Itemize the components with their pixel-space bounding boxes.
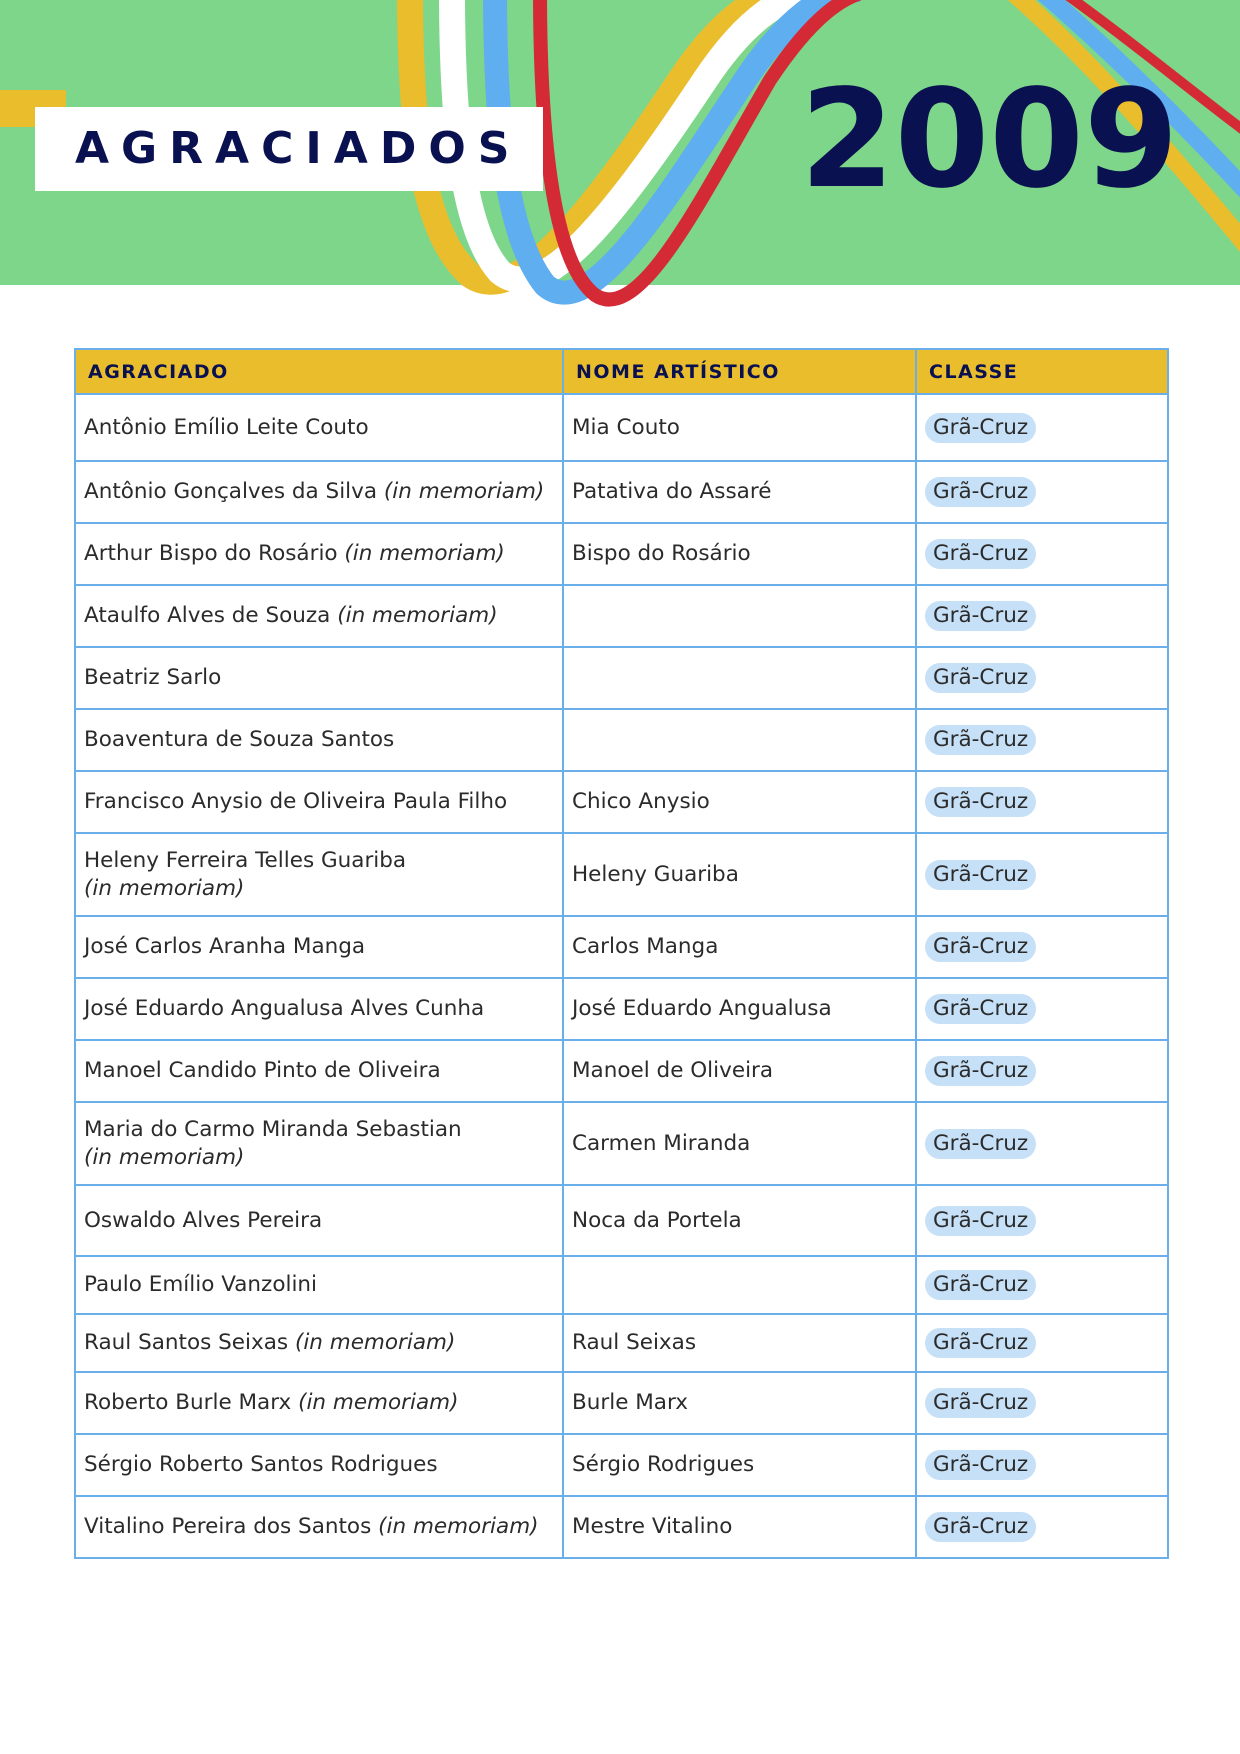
- cell-classe: [916, 647, 1168, 709]
- cell-agraciado: [75, 771, 563, 833]
- cell-agraciado: [75, 1314, 563, 1372]
- cell-classe: [916, 1102, 1168, 1185]
- cell-classe: [916, 771, 1168, 833]
- table-row: [75, 394, 1168, 461]
- class-badge: Grã-Cruz: [925, 1056, 1036, 1086]
- year-label: 2009: [800, 61, 1179, 219]
- cell-classe: [916, 709, 1168, 771]
- class-badge: Grã-Cruz: [925, 1129, 1036, 1159]
- cell-nome-artistico: Mestre Vitalino: [563, 1496, 916, 1558]
- cell-nome-artistico: Bispo do Rosário: [563, 523, 916, 585]
- table-row: [75, 1372, 1168, 1434]
- cell-agraciado: [75, 523, 563, 585]
- cell-agraciado: [75, 1102, 563, 1185]
- cell-classe: [916, 916, 1168, 978]
- cell-agraciado: [75, 1185, 563, 1256]
- honoree-name: Paulo Emílio Vanzolini: [84, 1272, 318, 1297]
- class-badge: Grã-Cruz: [925, 932, 1036, 962]
- class-badge: Grã-Cruz: [925, 539, 1036, 569]
- page-title: AGRACIADOS: [75, 123, 522, 174]
- cell-nome-artistico: Raul Seixas: [563, 1314, 916, 1372]
- table-row: [75, 771, 1168, 833]
- cell-agraciado: [75, 833, 563, 916]
- honoree-name: Antônio Gonçalves da Silva: [84, 479, 384, 504]
- class-badge: Grã-Cruz: [925, 994, 1036, 1024]
- cell-agraciado: [75, 394, 563, 461]
- cell-nome-artistico: Mia Couto: [563, 394, 916, 461]
- honoree-name: Francisco Anysio de Oliveira Paula Filho: [84, 789, 508, 814]
- cell-agraciado: [75, 585, 563, 647]
- cell-agraciado: [75, 916, 563, 978]
- cell-classe: [916, 1496, 1168, 1558]
- class-badge: Grã-Cruz: [925, 1388, 1036, 1418]
- header-banner: [0, 0, 1240, 285]
- cell-agraciado: [75, 1040, 563, 1102]
- table-row: [75, 916, 1168, 978]
- cell-classe: [916, 1372, 1168, 1434]
- table-row: [75, 461, 1168, 523]
- table-row: [75, 1185, 1168, 1256]
- cell-nome-artistico: Burle Marx: [563, 1372, 916, 1434]
- table-row: [75, 709, 1168, 771]
- cell-classe: [916, 1185, 1168, 1256]
- cell-agraciado: [75, 461, 563, 523]
- class-badge: Grã-Cruz: [925, 725, 1036, 755]
- cell-agraciado: [75, 709, 563, 771]
- table-row: [75, 1434, 1168, 1496]
- cell-classe: [916, 1314, 1168, 1372]
- cell-classe: [916, 833, 1168, 916]
- class-badge: Grã-Cruz: [925, 1270, 1036, 1300]
- honoree-name: Raul Santos Seixas: [84, 1330, 295, 1355]
- cell-classe: [916, 1040, 1168, 1102]
- honoree-name: Manoel Candido Pinto de Oliveira: [84, 1058, 441, 1083]
- cell-nome-artistico: Carlos Manga: [563, 916, 916, 978]
- table-row: [75, 1496, 1168, 1558]
- table-row: [75, 833, 1168, 916]
- cell-nome-artistico: Noca da Portela: [563, 1185, 916, 1256]
- class-badge: Grã-Cruz: [925, 477, 1036, 507]
- cell-agraciado: [75, 1372, 563, 1434]
- title-box: [35, 107, 543, 191]
- honoree-name: Sérgio Roberto Santos Rodrigues: [84, 1452, 438, 1477]
- cell-classe: [916, 523, 1168, 585]
- honoree-name: José Carlos Aranha Manga: [84, 934, 366, 959]
- table-header-row: [75, 349, 1168, 394]
- in-memoriam-note: (in memoriam): [378, 1514, 539, 1539]
- cell-nome-artistico: [563, 709, 916, 771]
- cell-nome-artistico: Sérgio Rodrigues: [563, 1434, 916, 1496]
- honoree-name: José Eduardo Angualusa Alves Cunha: [84, 996, 485, 1021]
- cell-classe: [916, 978, 1168, 1040]
- cell-nome-artistico: Heleny Guariba: [563, 833, 916, 916]
- cell-nome-artistico: [563, 1256, 916, 1314]
- class-badge: Grã-Cruz: [925, 663, 1036, 693]
- class-badge: Grã-Cruz: [925, 413, 1036, 443]
- in-memoriam-note: (in memoriam): [84, 875, 245, 901]
- cell-nome-artistico: Chico Anysio: [563, 771, 916, 833]
- honorees-table: [74, 348, 1169, 1559]
- honoree-name: Roberto Burle Marx: [84, 1390, 299, 1415]
- table-row: [75, 1256, 1168, 1314]
- cell-classe: [916, 461, 1168, 523]
- cell-nome-artistico: [563, 647, 916, 709]
- class-badge: Grã-Cruz: [925, 1450, 1036, 1480]
- cell-classe: [916, 1256, 1168, 1314]
- header-classe: CLASSE: [916, 349, 1168, 394]
- table-row: [75, 523, 1168, 585]
- class-badge: Grã-Cruz: [925, 601, 1036, 631]
- in-memoriam-note: (in memoriam): [337, 603, 498, 628]
- class-badge: Grã-Cruz: [925, 787, 1036, 817]
- class-badge: Grã-Cruz: [925, 1206, 1036, 1236]
- honoree-name: Arthur Bispo do Rosário: [84, 541, 345, 566]
- table-row: [75, 585, 1168, 647]
- table-row: [75, 978, 1168, 1040]
- cell-nome-artistico: Carmen Miranda: [563, 1102, 916, 1185]
- table-row: [75, 1040, 1168, 1102]
- cell-agraciado: [75, 978, 563, 1040]
- honoree-name: Ataulfo Alves de Souza: [84, 603, 338, 628]
- class-badge: Grã-Cruz: [925, 1512, 1036, 1542]
- cell-classe: [916, 1434, 1168, 1496]
- cell-agraciado: [75, 1496, 563, 1558]
- table-row: [75, 1314, 1168, 1372]
- honorees-table-wrap: [74, 348, 1167, 1559]
- honoree-name: Boaventura de Souza Santos: [84, 727, 395, 752]
- cell-nome-artistico: Patativa do Assaré: [563, 461, 916, 523]
- in-memoriam-note: (in memoriam): [294, 1330, 456, 1355]
- class-badge: Grã-Cruz: [925, 1328, 1036, 1358]
- header-agraciado: AGRACIADO: [75, 349, 563, 394]
- cell-agraciado: [75, 1256, 563, 1314]
- honoree-name: Maria do Carmo Miranda Sebastian: [84, 1116, 462, 1142]
- honoree-name: Vitalino Pereira dos Santos: [84, 1514, 379, 1539]
- in-memoriam-note: (in memoriam): [344, 541, 505, 566]
- in-memoriam-note: (in memoriam): [383, 479, 545, 504]
- cell-agraciado: [75, 1434, 563, 1496]
- honoree-name: Beatriz Sarlo: [84, 665, 222, 690]
- cell-nome-artistico: José Eduardo Angualusa: [563, 978, 916, 1040]
- cell-nome-artistico: Manoel de Oliveira: [563, 1040, 916, 1102]
- in-memoriam-note: (in memoriam): [298, 1390, 459, 1415]
- header-nome-artistico: NOME ARTÍSTICO: [563, 349, 916, 394]
- honoree-name: Oswaldo Alves Pereira: [84, 1207, 323, 1233]
- honoree-name: Antônio Emílio Leite Couto: [84, 414, 369, 440]
- in-memoriam-note: (in memoriam): [84, 1144, 245, 1170]
- honoree-name: Heleny Ferreira Telles Guariba: [84, 847, 407, 873]
- class-badge: Grã-Cruz: [925, 860, 1036, 890]
- cell-classe: [916, 394, 1168, 461]
- cell-nome-artistico: [563, 585, 916, 647]
- table-row: [75, 647, 1168, 709]
- cell-agraciado: [75, 647, 563, 709]
- table-row: [75, 1102, 1168, 1185]
- cell-classe: [916, 585, 1168, 647]
